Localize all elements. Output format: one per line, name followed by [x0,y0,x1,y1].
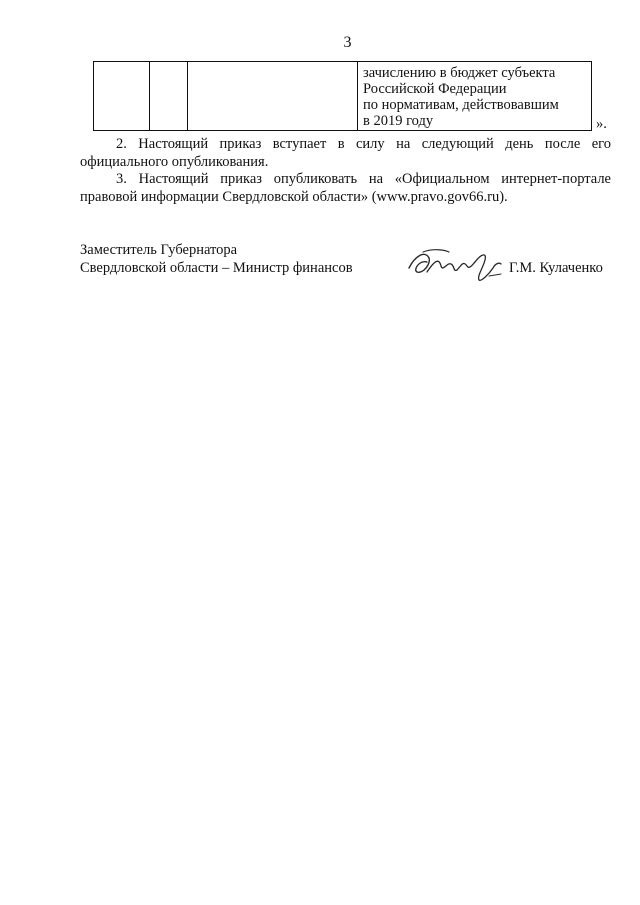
table-cell-line: по нормативам, действовавшим [363,97,559,113]
table-cell-line: в 2019 году [363,113,434,129]
table-row [94,62,592,131]
signatory-position [80,241,353,277]
table-cell-empty-2 [150,62,188,131]
table-cell-text [358,62,592,131]
signatory-position-line-1: Заместитель Губернатора [80,242,238,258]
paragraph-2-line-1: 2. Настоящий приказ вступает в силу на следующий день после его [116,136,611,152]
continuation-table [93,61,592,131]
table-cell-line: Российской Федерации [363,81,507,97]
table-cell-empty-3 [188,62,358,131]
handwritten-signature [405,244,505,284]
paragraph-3-line-1: 3. Настоящий приказ опубликовать на «Официальном интернет-портале [116,171,611,187]
paragraph-3 [80,170,611,206]
signatory-name: Г.М. Кулаченко [509,260,603,276]
closing-quote: ». [596,116,607,132]
table-cell-empty-1 [94,62,150,131]
paragraph-2 [80,135,611,171]
page-number: 3 [343,34,352,51]
paragraph-3-line-2: правовой информации Свердловской области» (www.pravo.gov66.ru). [80,189,508,205]
signatory-position-line-2: Свердловской области – Министр финансов [80,260,353,276]
table-cell-line: зачислению в бюджет субъекта [363,65,556,81]
paragraph-2-line-2: официального опубликования. [80,154,269,170]
